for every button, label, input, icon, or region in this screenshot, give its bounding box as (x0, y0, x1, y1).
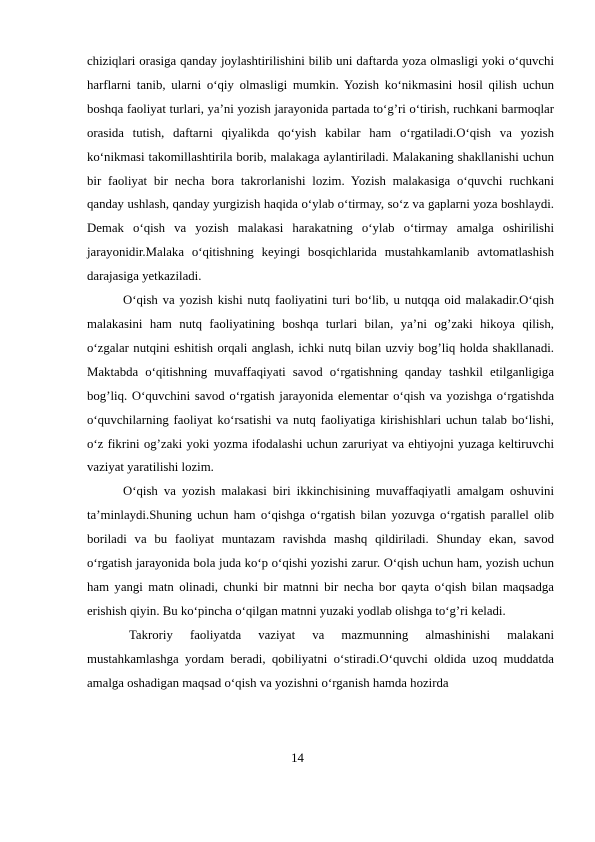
paragraph-reading-writing-speech: O‘qish va yozish kishi nutq faoliyatini turi bo‘lib, u nutqqa oid malakadir.O‘qish malakasini ham nutq faoliyatining boshqa turlari bilan, ya’ni og’zaki hikoya qilish, o‘zgalar nutqini eshitish orqali anglash, ichki nutq bilan uzviy bog’liq holda shakllanadi. Maktabda o‘qitishning muvaffaqiyati savod o‘rgatishning qanday tashkil etilganligiga bog’liq. O‘quvchini savod o‘rgatish jarayonida elementar o‘qish va yozishga o‘rgatishda o‘quvchilarning faoliyat ko‘rsatishi va nutq faoliyatiga kirishishlari uchun talab bo‘lishi, o‘z fikrini og’zaki yoki yozma ifodalashi uchun zaruriyat va ehtiyojni yuzaga keltiruvchi vaziyat yaratilishi lozim. (87, 293, 554, 475)
paragraph-repetitive-activity: Takroriy faoliyatda vaziyat va mazmunning almashinishi malakani mustahkamlashga yordam beradi, qobiliyatni o‘stiradi.O‘quvchi oldida uzoq muddatda amalga oshadigan maqsad o‘qish va yozishni o‘rganish hamda hozirda (87, 627, 554, 690)
paragraph-continuation: chiziqlari orasiga qanday joylashtirilishini bilib uni daftarda yoza olmasligi yoki o‘quvchi harflarni tanib, ularni o‘qiy olmasligi mumkin. Yozish ko‘nikmasini hosil qilish uchun boshqa faoliyat turlari, ya’ni yozish jarayonida partada to‘g’ri o‘tirish, ruchkani barmoqlar orasida tutish, daftarni qiyalikda qo‘yish kabilar ham o‘rgatiladi.O‘qish va yozish ko‘nikmasi takomillashtirila borib, malakaga aylantiriladi. Malakaning shakllanishi uchun bir faoliyat bir necha bora takrorlanishi lozim. Yozish malakasiga o‘quvchi ruchkani qanday ushlash, qanday yurgizish haqida o‘ylab o‘tirmay, so‘z va gaplarni yoza boshlaydi. Demak o‘qish va yozish malakasi harakatning o‘ylab o‘tirmay amalga oshirilishi jarayonidir.Malaka o‘qitishning keyingi bosqichlarida mustahkamlanib avtomatlashish darajasiga yetkaziladi. (87, 54, 554, 284)
page-body (87, 50, 554, 695)
paragraph-reading-writing-skill: O‘qish va yozish malakasi biri ikkinchisining muvaffaqiyatli amalgam oshuvini ta’minlaydi.Shuning uchun ham o‘qishga o‘rgatish bilan yozuvga o‘rgatish parallel olib boriladi va bu faoliyat muntazam ravishda mashq qildiriladi. Shunday ekan, savod o‘rgatish jarayonida bola juda ko‘p o‘qishi yozishi zarur. O‘qish uchun ham, yozish uchun ham yangi matn olinadi, chunki bir matnni bir necha bor qayta o‘qish bilan maqsadga erishish qiyin. Bu ko‘pincha o‘qilgan matnni yuzaki yodlab olishga to‘g’ri keladi. (87, 484, 554, 618)
page-number: 14 (291, 751, 304, 765)
